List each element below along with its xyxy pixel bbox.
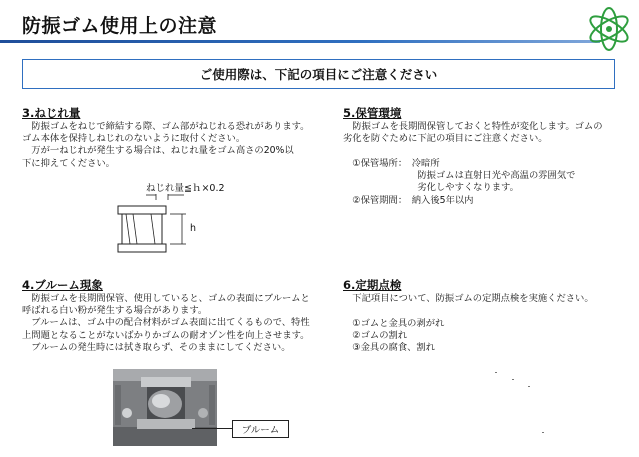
stray-dot xyxy=(512,379,514,380)
stray-dot xyxy=(528,386,530,387)
title-underline xyxy=(0,40,600,43)
section-inspection-body: 下記項目について、防振ゴムの定期点検を実施ください。 xyxy=(343,293,594,304)
atom-logo-icon xyxy=(584,4,634,54)
stray-dot xyxy=(542,432,544,433)
section-bloom-body: 防振ゴムを長期間保管、使用していると、ゴムの表面にブルームと 呼ばれる白い粉が発生する場合があります。 ブルームは、ゴム中の配合材料がゴム表面に出てくるもので、特性 上問題となることがないばかりかゴムの耐オゾン性を向上させます。 ブルームの発生時には拭き取らず、そのままにしてください。 xyxy=(22,293,310,353)
twist-formula-label: ねじれ量≦ｈ×0.2 xyxy=(146,183,225,194)
height-label: h xyxy=(190,223,197,234)
section-twist-heading: 3.ねじれ量 xyxy=(22,106,81,120)
section-bloom-heading: 4.ブルーム現象 xyxy=(22,278,103,292)
section-storage-detail: ①保管場所： 冷暗所 防振ゴムは直射日光や高温の雰囲気で 劣化しやすくなります。 ②保管期間： 納入後5年以内 xyxy=(352,158,576,206)
section-inspection-heading: 6.定期点検 xyxy=(343,278,402,292)
section-storage-heading: 5.保管環境 xyxy=(343,106,402,120)
notice-banner xyxy=(22,59,615,89)
section-storage-body: 防振ゴムを長期間保管しておくと特性が変化します。ゴムの 劣化を防ぐために下記の項目にご注意ください。 xyxy=(343,121,603,145)
bloom-callout xyxy=(232,420,289,438)
bloom-callout-label: ブルーム xyxy=(241,425,280,436)
section-twist-body: 防振ゴムをねじで締結する際、ゴム部がねじれる恐れがあります。 ゴム本体を保持しねじれのないように取付ください。 万が一ねじれが発生する場合は、ねじれ量をゴム高さの20%以 下に抑えてください。 xyxy=(22,121,310,169)
stray-dot xyxy=(495,372,497,373)
section-inspection-items: ①ゴムと金具の剥がれ ②ゴムの割れ ③金具の腐食、割れ xyxy=(352,318,445,354)
notice-banner-text: ご使用際は、下記の項目にご注意ください xyxy=(199,67,438,82)
callout-leader-line xyxy=(192,428,233,429)
page-title: 防振ゴム使用上の注意 xyxy=(22,15,218,37)
twist-diagram xyxy=(104,178,244,258)
bloom-photo xyxy=(113,369,217,446)
